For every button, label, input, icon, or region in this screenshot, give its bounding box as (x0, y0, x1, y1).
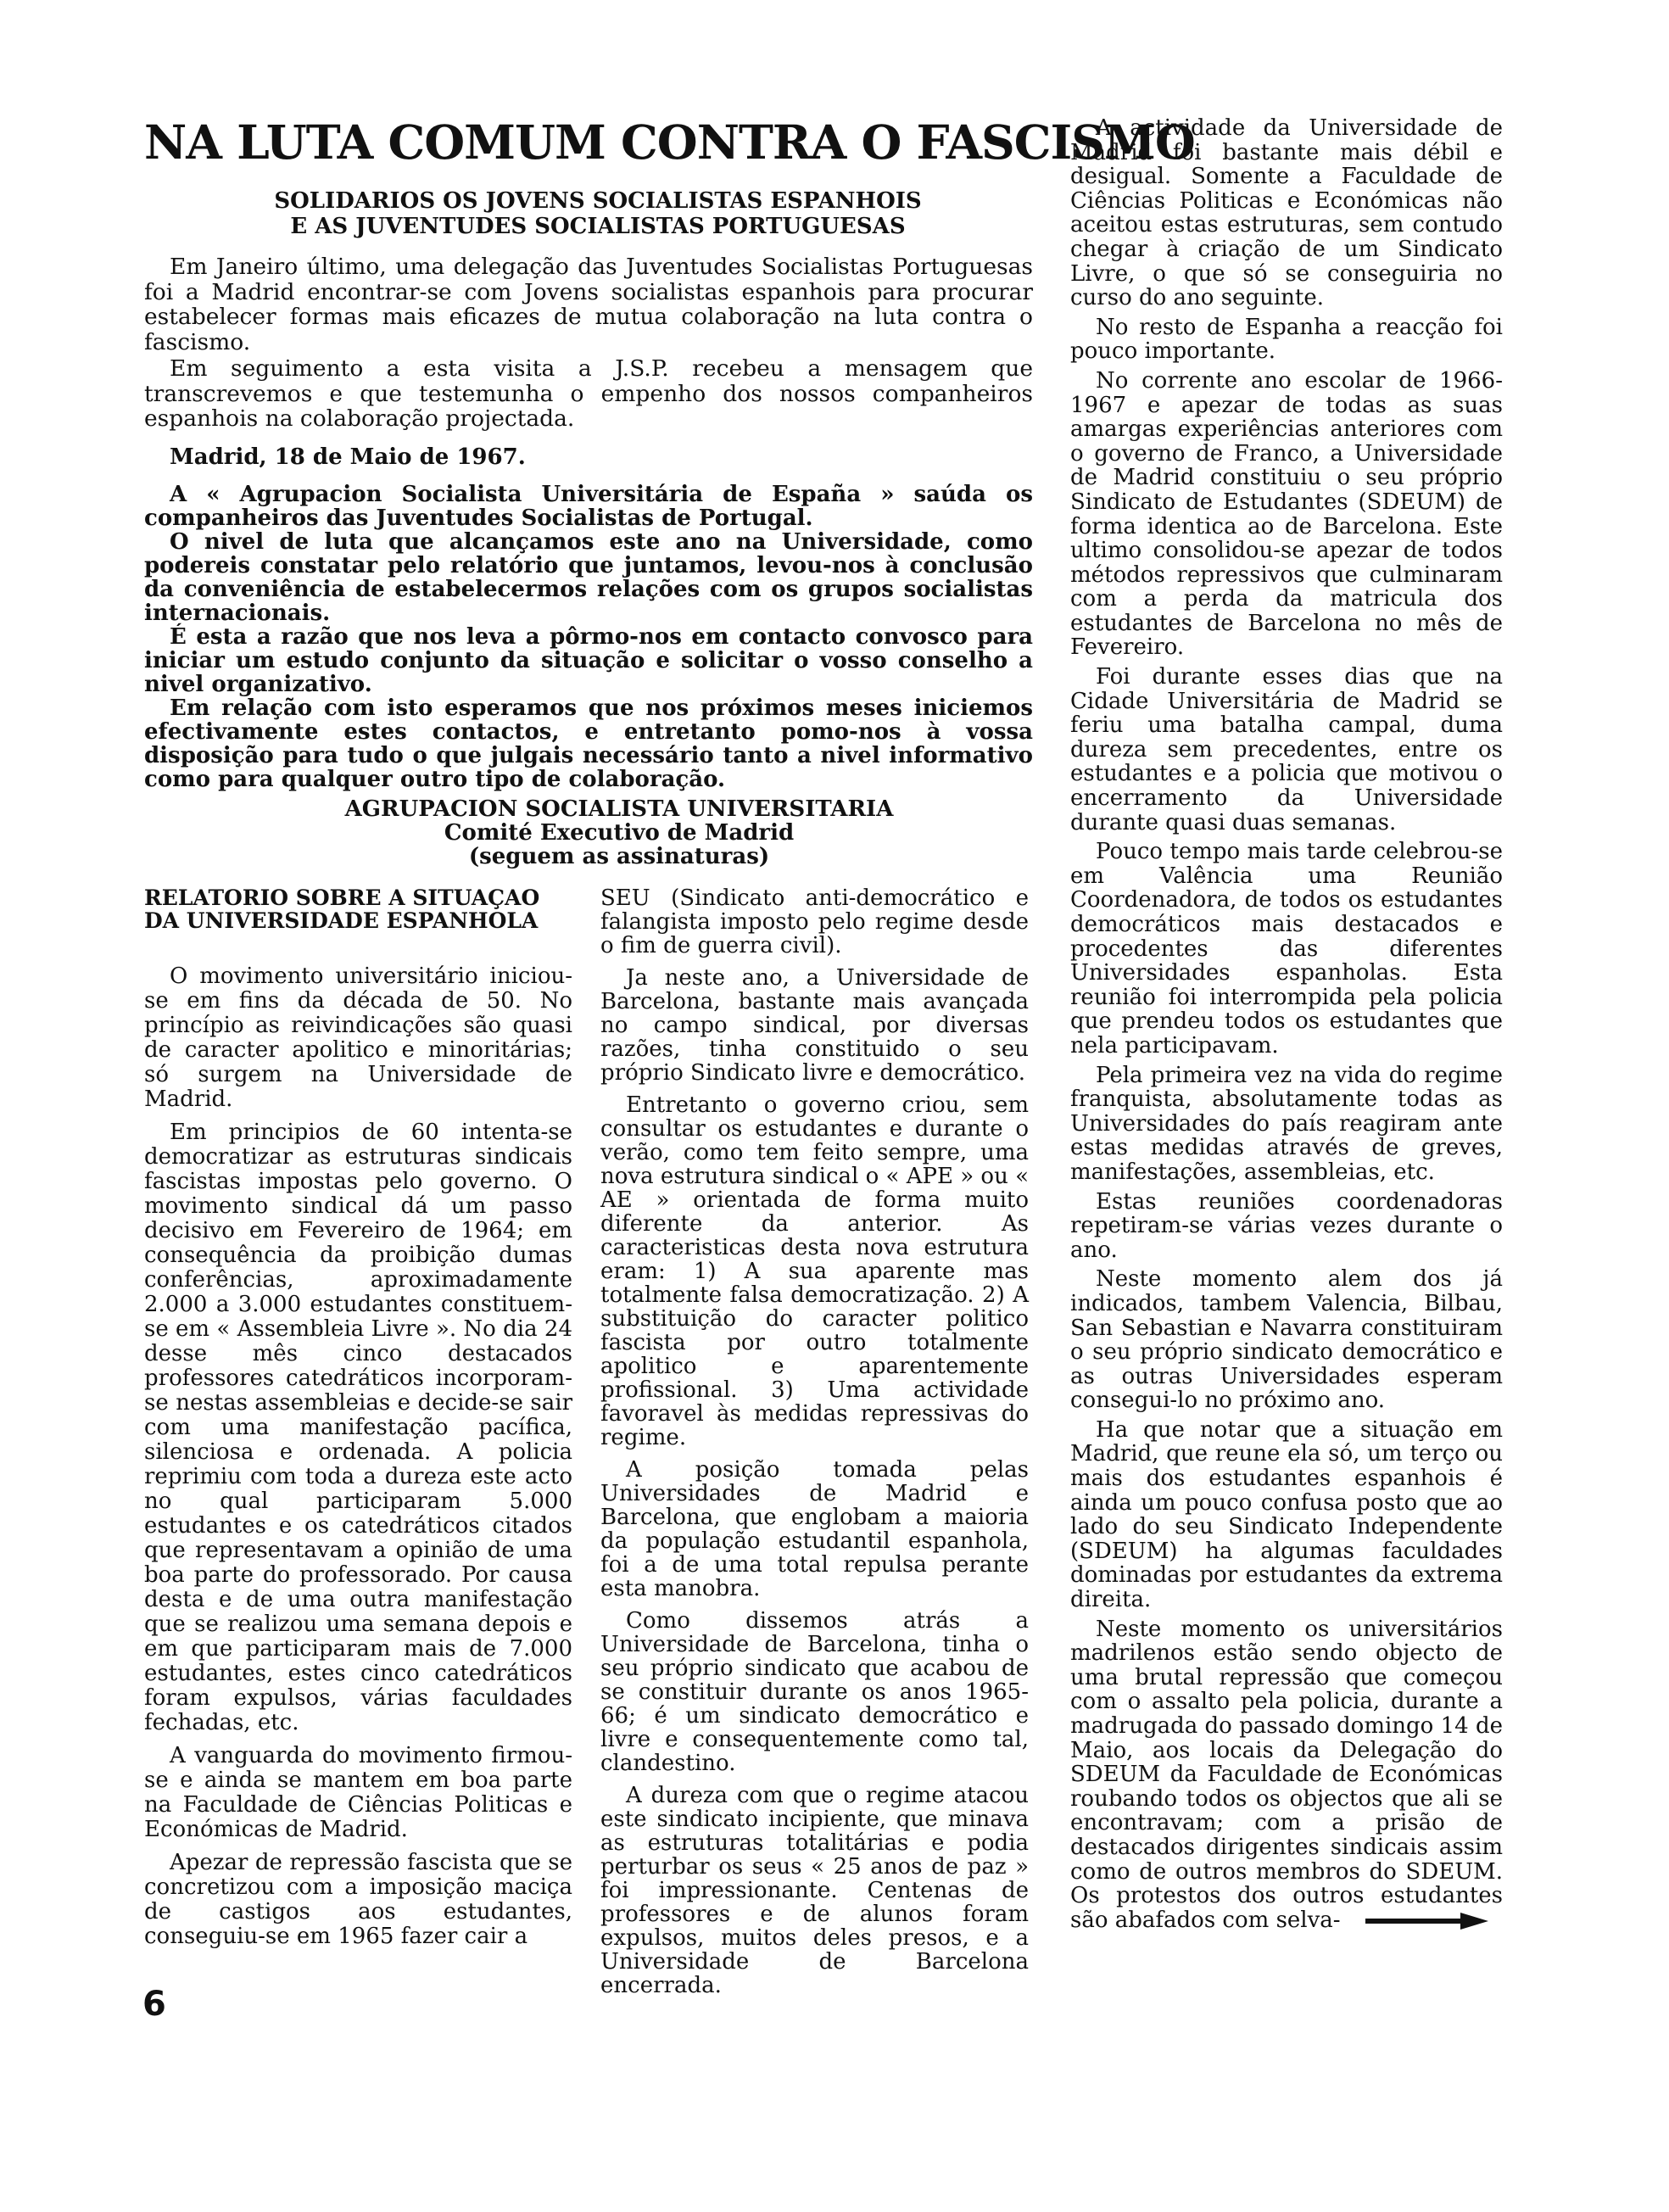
letter-paragraph: O nivel de luta que alcançamos este ano na Universidade, como podereis constatar pelo relatório que juntamos, levou-nos à conclusão da conveniência de estabelecermos relações com os grupos socialistas internacionais. (144, 529, 1033, 626)
intro (144, 254, 1033, 433)
report-column-left (144, 886, 572, 1958)
letter-paragraph: A « Agrupacion Socialista Universitária de España » saúda os companheiros das Juventudes Socialistas de Portugal. (144, 482, 1033, 531)
report-column-right (1070, 116, 1503, 1937)
report-paragraph: No corrente ano escolar de 1966-1967 e apezar de todas as suas amargas experiências anteriores com o governo de Franco, a Universidade de Madrid constituiu o seu próprio Sindicato de Estudantes (SDEUM) de forma identica ao de Barcelona. Este ultimo consolidou-se apezar de todos métodos repressivos que culminaram com a perda da matricula dos estudantes de Barcelona no mês de Fevereiro. (1070, 367, 1503, 661)
report-paragraph: Foi durante esses dias que na Cidade Universitária de Madrid se feriu uma batalha campal, duma dureza sem precedentes, entre os estudantes e a policia que motivou o encerramento da Universidade durante quasi duas semanas. (1070, 664, 1503, 835)
report-paragraph: O movimento universitário iniciou-se em fins da década de 50. No princípio as reivindicações são quasi de caracter apolitico e minoritárias; só surgem na Universidade de Madrid. (144, 964, 572, 1112)
subtitle (195, 188, 1001, 239)
arrow-right-icon (1365, 1913, 1488, 1930)
intro-paragraph: Em seguimento a esta visita a J.S.P. recebeu a mensagem que transcrevemos e que testemunha o empenho dos nossos companheiros espanhois na colaboração projectada. (144, 355, 1033, 432)
subtitle-line: E AS JUVENTUDES SOCIALISTAS PORTUGUESAS (290, 214, 906, 239)
letter-paragraph: Em relação com isto esperamos que nos próximos meses iniciemos efectivamente estes contactos, e entretanto pomo-nos à vossa disposição para tudo o que julgais necessário tanto a nivel informativo como para qualquer outro tipo de colaboração. (144, 695, 1033, 792)
report-paragraph: Ha que notar que a situação em Madrid, que reune ela só, um terço ou mais dos estudantes espanhois é ainda um pouco confusa posto que ao lado do seu Sindicato Independente (SDEUM) ha algumas faculdades dominadas por estudantes da extrema direita. (1070, 1416, 1503, 1613)
subtitle-line: SOLIDARIOS OS JOVENS SOCIALISTAS ESPANHOIS (274, 188, 922, 214)
report-paragraph: Entretanto o governo criou, sem consultar os estudantes e durante o verão, como tem feito sempre, uma nova estrutura sindical o « APE » ou « AE » orientada de forma muito diferente da anterior. As caracteristicas desta nova estrutura eram: 1) A sua aparente mas totalmente falsa democratização. 2) A substituição do caracter politico fascista por outro totalmente apolitico e aparentemente profissional. 3) Uma actividade favoravel às medidas repressivas do regime. (600, 1092, 1029, 1450)
report-paragraph: No resto de Espanha a reacção foi pouco importante. (1070, 314, 1503, 365)
letter-date: Madrid, 18 de Maio de 1967. (170, 444, 526, 470)
report-paragraph: Estas reuniões coordenadoras repetiram-se várias vezes durante o ano. (1070, 1188, 1503, 1263)
report-paragraph: Ja neste ano, a Universidade de Barcelona, bastante mais avançada no campo sindical, por diversas razões, tinha constituido o seu próprio Sindicato livre e democrático. (600, 965, 1029, 1086)
report-paragraph: A actividade da Universidade de Madrid foi bastante mais débil e desigual. Somente a Faculdade de Ciências Politicas e Económicas não aceitou estas estruturas, sem contudo chegar à criação de um Sindicato Livre, o que só se conseguiria no curso do ano seguinte. (1070, 115, 1503, 311)
report-heading: RELATORIO SOBRE A SITUAÇAO DA UNIVERSIDADE ESPANHOLA (144, 885, 540, 933)
report-paragraph: SEU (Sindicato anti-democrático e falangista imposto pelo regime desde o fim de guerra civil). (600, 885, 1029, 958)
signature-line: (seguem as assinaturas) (468, 844, 770, 869)
report-paragraph: Pela primeira vez na vida do regime franquista, absolutamente todas as Universidades do país reagiram ante estas medidas através de greves, manifestações, assembleias, etc. (1070, 1062, 1503, 1185)
report-paragraph: Em principios de 60 intenta-se democratizar as estruturas sindicais fascistas impostas pelo governo. O movimento sindical dá um passo decisivo em Fevereiro de 1964; em consequência da proibição dumas conferências, aproximadamente 2.000 a 3.000 estudantes constituem-se em « Assembleia Livre ». No dia 24 desse mês cinco destacados professores catedráticos incorporam-se nestas assembleias e decide-se sair com uma manifestação pacífica, silenciosa e ordenada. A policia reprimiu com toda a dureza este acto no qual participaram 5.000 estudantes e os catedráticos citados que representavam a opinião de uma boa parte do professorado. Por causa desta e de uma outra manifestação que se realizou uma semana depois e em que participaram mais de 7.000 estudantes, estes cinco catedráticos foram expulsos, várias faculdades fechadas, etc. (144, 1120, 572, 1735)
report-paragraph: Pouco tempo mais tarde celebrou-se em Valência uma Reunião Coordenadora, de todos os estudantes democráticos mais destacados e procedentes das diferentes Universidades espanholas. Esta reunião foi interrompida pela policia que prendeu todos os estudantes que nela participavam. (1070, 839, 1503, 1059)
letter-paragraph: É esta a razão que nos leva a pôrmo-nos em contacto convosco para iniciar um estudo conjunto da situação e solicitar o vosso conselho a nivel organizativo. (144, 624, 1033, 697)
intro-paragraph: Em Janeiro último, uma delegação das Juventudes Socialistas Portuguesas foi a Madrid encontrar-se com Jovens socialistas espanhois para procurar estabelecer formas mais eficazes de mutua colaboração na luta contra o fascismo. (144, 254, 1033, 355)
report-paragraph: Neste momento alem dos já indicados, tambem Valencia, Bilbau, San Sebastian e Navarra constituiram o seu próprio sindicato democrático e as outras Universidades esperam consegui-lo no próximo ano. (1070, 1266, 1503, 1414)
report-paragraph: Como dissemos atrás a Universidade de Barcelona, tinha o seu próprio sindicato que acabou de se constituir durante os anos 1965-66; é um sindicato democrático e livre e consequentemente como tal, clandestino. (600, 1608, 1029, 1776)
report-paragraph: A dureza com que o regime atacou este sindicato incipiente, que minava as estruturas totalitárias e podia perturbar os seus « 25 anos de paz » foi impressionante. Centenas de professores e de alunos foram expulsos, muitos deles presos, e a Universidade de Barcelona encerrada. (600, 1783, 1029, 1998)
letter (144, 445, 1033, 791)
signature-line: AGRUPACION SOCIALISTA UNIVERSITARIA (344, 796, 894, 822)
page-number: 6 (142, 1985, 166, 2024)
report-paragraph: Apezar de repressão fascista que se concretizou com a imposição maciça de castigos aos estudantes, conseguiu-se em 1965 fazer cair a (144, 1850, 572, 1949)
report-paragraph: A posição tomada pelas Universidades de Madrid e Barcelona, que englobam a maioria da população estudantil espanhola, foi a de uma total repulsa perante esta manobra. (600, 1457, 1029, 1601)
report-column-middle (600, 886, 1029, 2006)
report-paragraph: Neste momento os universitários madrilenos estão sendo objecto de uma brutal repressão que começou com o assalto pela policia, durante a madrugada do passado domingo 14 de Maio, aos locais da Delegação do SDEUM da Faculdade de Económicas roubando todos os objectos que ali se encontravam; com a prisão de destacados dirigentes sindicais assim como de outros membros do SDEUM. Os protestos dos outros estudantes são abafados com selva- (1070, 1616, 1503, 1933)
letter-signature (195, 797, 1043, 869)
signature-line: Comité Executivo de Madrid (444, 820, 795, 846)
report-paragraph: A vanguarda do movimento firmou-se e ainda se mantem em boa parte na Faculdade de Ciências Politicas e Económicas de Madrid. (144, 1743, 572, 1842)
headline: NA LUTA COMUM CONTRA O FASCISMO (144, 115, 1195, 170)
